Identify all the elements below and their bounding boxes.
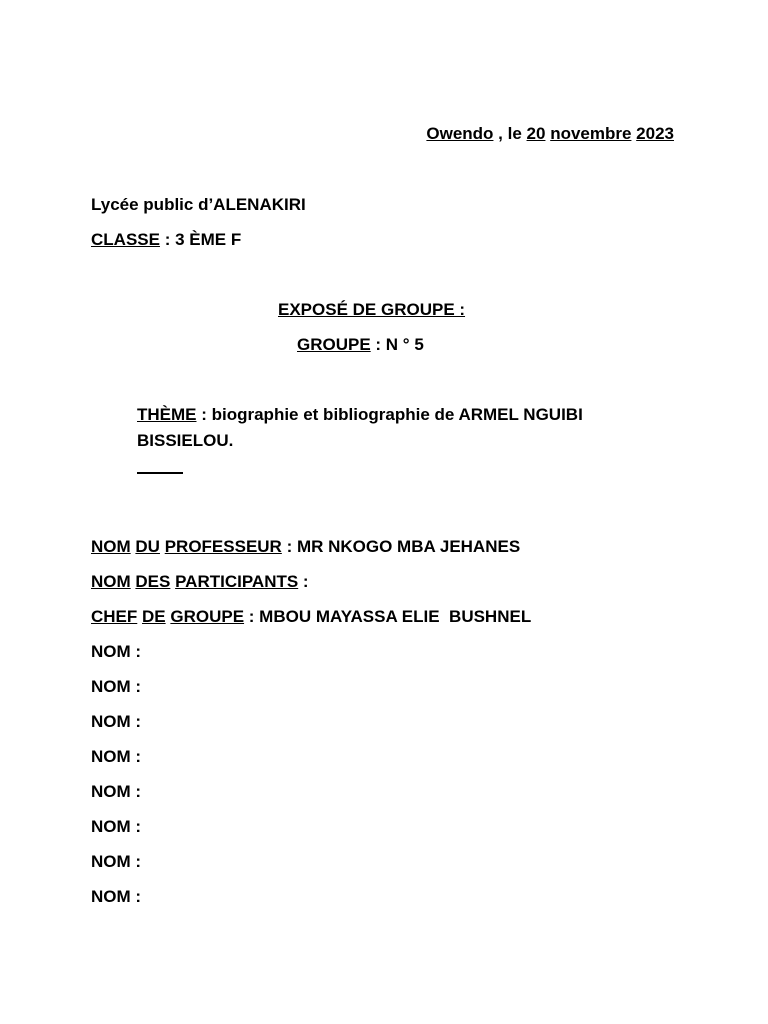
- group-leader-label-word: CHEF: [91, 607, 138, 626]
- theme-text-continued: BISSIELOU.: [137, 431, 234, 450]
- date-sep: , le: [493, 124, 527, 143]
- nom-line: NOM :: [91, 747, 142, 766]
- class-label: CLASSE: [91, 230, 160, 249]
- group-value: : N ° 5: [370, 335, 424, 354]
- expose-title: EXPOSÉ DE GROUPE :: [278, 300, 466, 319]
- professor-label-word: DU: [135, 537, 160, 556]
- theme-text: : biographie et bibliographie de ARMEL NGUIBI: [196, 405, 583, 424]
- group-line: [297, 335, 424, 355]
- professor-label-word: NOM: [91, 537, 131, 556]
- participants-value: :: [298, 572, 309, 591]
- professor-label-word: PROFESSEUR: [164, 537, 282, 556]
- date-city: Owendo: [426, 124, 494, 143]
- theme-line: [137, 405, 583, 425]
- date-line: [426, 124, 674, 144]
- nom-line: NOM :: [91, 782, 142, 801]
- nom-line: NOM :: [91, 712, 142, 731]
- group-label: GROUPE: [297, 335, 371, 354]
- theme-label: THÈME: [137, 405, 197, 424]
- professor-name: : MR NKOGO MBA JEHANES: [281, 537, 521, 556]
- date-day: 20: [526, 124, 546, 143]
- date-month: novembre: [550, 124, 632, 143]
- class-line: [91, 230, 241, 250]
- date-year: 2023: [636, 124, 674, 143]
- participants-label-word: DES: [135, 572, 171, 591]
- professor-line: [91, 537, 520, 557]
- participants-line: [91, 572, 309, 592]
- group-leader-label-word: DE: [142, 607, 166, 626]
- theme-underline-rule: [137, 472, 183, 474]
- group-leader-name: : MBOU MAYASSA ELIE BUSHNEL: [244, 607, 532, 626]
- school-name: Lycée public d’ALENAKIRI: [91, 195, 306, 214]
- nom-line: NOM :: [91, 677, 142, 696]
- participants-label-word: NOM: [91, 572, 131, 591]
- class-value: : 3 ÈME F: [159, 230, 242, 249]
- group-leader-line: [91, 607, 531, 627]
- nom-line: NOM :: [91, 852, 142, 871]
- group-leader-label-word: GROUPE: [170, 607, 245, 626]
- participants-label-word: PARTICIPANTS: [175, 572, 299, 591]
- nom-line: NOM :: [91, 817, 142, 836]
- nom-line: NOM :: [91, 642, 142, 661]
- nom-line: NOM :: [91, 887, 142, 906]
